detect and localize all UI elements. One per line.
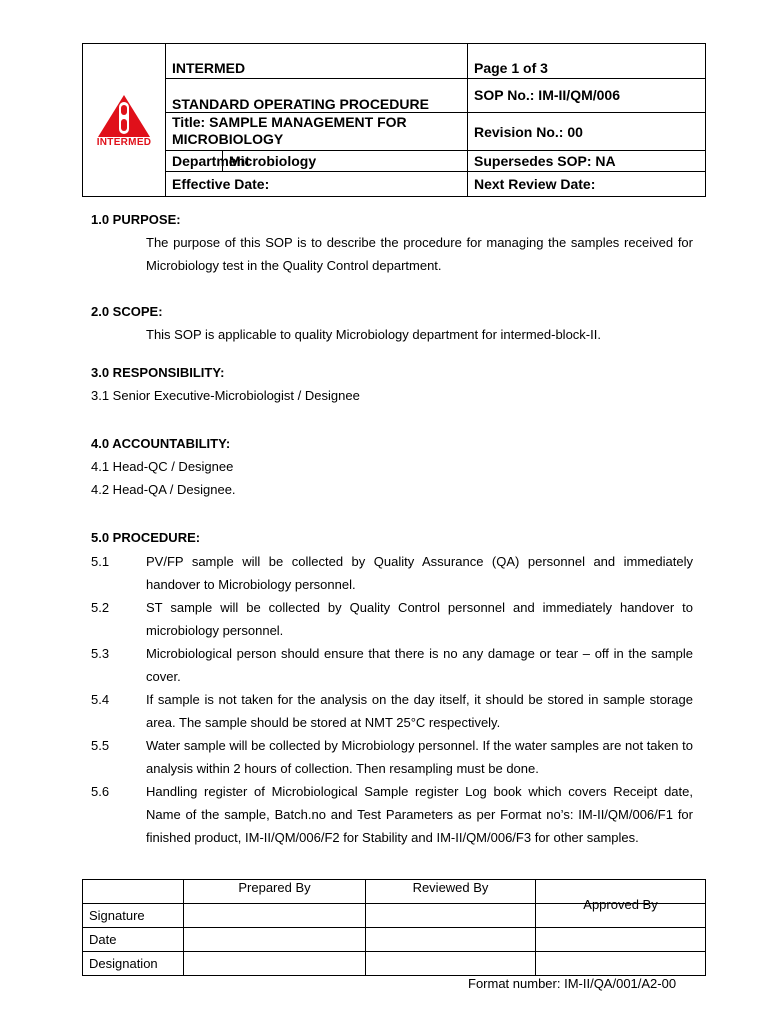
procedure-number: 5.4 xyxy=(91,692,110,707)
scope-text: This SOP is applicable to quality Microbiology department for intermed-block-II. xyxy=(146,327,601,342)
approved-date-cell xyxy=(536,928,706,952)
intermed-logo-icon xyxy=(96,93,152,139)
document-title: Title: SAMPLE MANAGEMENT FOR MICROBIOLOGY xyxy=(166,113,468,151)
format-number: Format number: IM-II/QA/001/A2-00 xyxy=(468,976,677,991)
company-name: INTERMED xyxy=(166,44,468,79)
reviewed-date-cell xyxy=(366,928,536,952)
department-value: Microbiology xyxy=(223,151,468,172)
approved-by-header xyxy=(536,880,706,912)
prepared-signature-cell xyxy=(184,904,366,928)
accountability-item: 4.1 Head-QC / Designee xyxy=(91,459,234,474)
procedure-number: 5.1 xyxy=(91,554,110,569)
revision-number: Revision No.: 00 xyxy=(468,113,706,151)
row-label-date: Date xyxy=(83,928,184,952)
responsibility-heading: 3.0 RESPONSIBILITY: xyxy=(91,365,225,380)
prepared-designation-cell xyxy=(184,952,366,976)
procedure-number: 5.5 xyxy=(91,738,110,753)
approval-table xyxy=(82,879,706,976)
procedure-number: 5.3 xyxy=(91,646,110,661)
header-table xyxy=(82,43,706,197)
purpose-text: The purpose of this SOP is to describe the procedure for managing the samples received for Microbiology test in the Quality Control department. xyxy=(146,235,693,273)
responsibility-item: 3.1 Senior Executive-Microbiologist / Designee xyxy=(91,388,360,403)
document-type: STANDARD OPERATING PROCEDURE xyxy=(166,79,468,113)
scope-heading: 2.0 SCOPE: xyxy=(91,304,163,319)
prepared-date-cell xyxy=(184,928,366,952)
approved-by-label: Approved By xyxy=(583,897,658,912)
reviewed-signature-cell xyxy=(366,904,536,928)
prepared-by-header: Prepared By xyxy=(184,880,366,904)
reviewed-by-header: Reviewed By xyxy=(366,880,536,904)
row-label-designation: Designation xyxy=(83,952,184,976)
procedure-text: Water sample will be collected by Microbiology personnel. If the water samples are not taken to analysis within 2 hours of collection. Then resampling must be done. xyxy=(146,738,693,776)
logo-text: INTERMED xyxy=(96,136,152,148)
accountability-heading: 4.0 ACCOUNTABILITY: xyxy=(91,436,231,451)
company-logo xyxy=(83,93,165,148)
purpose-heading: 1.0 PURPOSE: xyxy=(91,212,181,227)
logo-cell xyxy=(83,44,166,197)
row-label-signature: Signature xyxy=(83,904,184,928)
procedure-text: If sample is not taken for the analysis on the day itself, it should be stored in sample storage area. The sample should be stored at NMT 25°C respectively. xyxy=(146,692,693,730)
page-number: Page 1 of 3 xyxy=(468,44,706,79)
procedure-heading: 5.0 PROCEDURE: xyxy=(91,530,201,545)
procedure-text: PV/FP sample will be collected by Quality Assurance (QA) personnel and immediately handover to Microbiology personnel. xyxy=(146,554,693,592)
procedure-text: ST sample will be collected by Quality Control personnel and immediately handover to microbiology personnel. xyxy=(146,600,693,638)
sop-number: SOP No.: IM-II/QM/006 xyxy=(468,79,706,113)
procedure-text: Handling register of Microbiological Sample register Log book which covers Receipt date, Name of the sample, Batch.no and Test Parameters as per Format no’s: IM-II/QM/006/F1 for finished product, IM-II/QM/006/F2 for Stability and IM-II/QM/006/F3 for other samples. xyxy=(146,784,693,845)
department-label: Department xyxy=(166,151,223,172)
supersedes-sop: Supersedes SOP: NA xyxy=(468,151,706,172)
next-review-date: Next Review Date: xyxy=(468,172,706,197)
effective-date: Effective Date: xyxy=(166,172,468,197)
accountability-item: 4.2 Head-QA / Designee. xyxy=(91,482,236,497)
procedure-number: 5.2 xyxy=(91,600,110,615)
approval-corner-cell xyxy=(83,880,184,904)
procedure-number: 5.6 xyxy=(91,784,110,799)
procedure-text: Microbiological person should ensure that there is no any damage or tear – off in the sample cover. xyxy=(146,646,693,684)
